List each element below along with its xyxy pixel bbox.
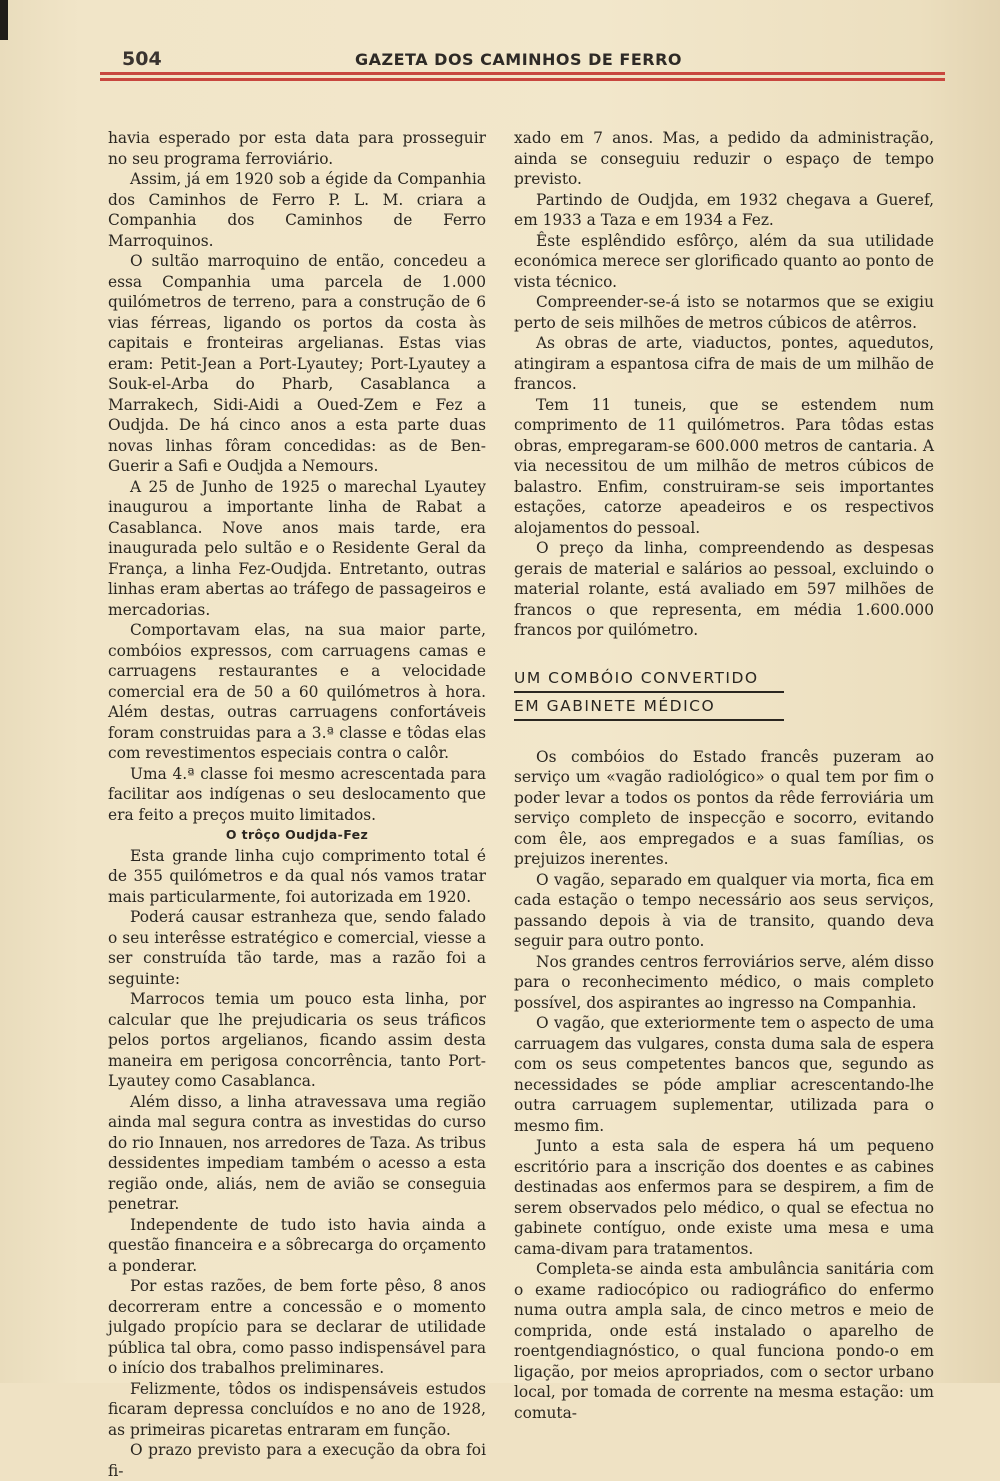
section-subheading: O trôço Oudjda-Fez [225, 827, 369, 842]
paragraph: A 25 de Junho de 1925 o marechal Lyautey inaugurou a importante linha de Rabat a Casablanca. Nove anos mais tarde, era inaugurada pelo sultão e o Residente Geral da França, a linha Fez-Oudjda. Entretanto, outras linhas eram abertas ao tráfego de passageiros e mercadorias. [108, 477, 486, 619]
paragraph: Por estas razões, de bem forte pêso, 8 anos decorreram entre a concessão e o momento julgado propício para se declarar de utilidade pública tal obra, como passo indispensável para o início dos trabalhos preliminares. [108, 1277, 486, 1377]
paragraph: Uma 4.ª classe foi mesmo acrescentada para facilitar aos indígenas o seu deslocamento que era feito a preços muito limitados. [108, 764, 486, 824]
header-rule-top [100, 72, 945, 75]
paragraph: Marrocos temia um pouco esta linha, por calcular que lhe prejudicaria os seus tráficos pelos portos argelianos, ficando assim desta maneira em perigosa concorrência, tanto Port-Lyautey como Casablanca. [108, 990, 486, 1090]
paragraph: Partindo de Oudjda, em 1932 chegava a Gueref, em 1933 a Taza e em 1934 a Fez. [514, 190, 934, 229]
header-rule-bottom [100, 78, 945, 81]
page-number: 504 [122, 48, 162, 70]
left-column [108, 128, 486, 1481]
paragraph: Independente de tudo isto havia ainda a questão financeira e a sôbrecarga do orçamento a ponderar. [108, 1215, 486, 1275]
paragraph: Esta grande linha cujo comprimento total é de 355 quilómetros e da qual nós vamos tratar mais particularmente, foi autorizada em 1920. [108, 846, 486, 906]
right-column [514, 128, 934, 1423]
article-title-line-2: EM GABINETE MÉDICO [514, 693, 784, 721]
paragraph: Êste esplêndido esfôrço, além da sua utilidade económica merece ser glorificado quanto ao ponto de vista técnico. [514, 231, 934, 291]
paragraph: Felizmente, tôdos os indispensáveis estudos ficaram depressa concluídos e no ano de 1928, as primeiras picaretas entraram em função. [108, 1379, 486, 1439]
paragraph: O preço da linha, compreendendo as despesas gerais de material e salários ao pessoal, excluindo o material rolante, está avaliado em 597 milhões de francos o que representa, em média 1.600.000 francos por quilómetro. [514, 539, 934, 639]
paragraph: Compreender-se-á isto se notarmos que se exigiu perto de seis milhões de metros cúbicos de atêrros. [514, 293, 934, 332]
article-title [514, 665, 784, 721]
journal-title: GAZETA DOS CAMINHOS DE FERRO [355, 50, 683, 69]
paragraph: As obras de arte, viaductos, pontes, aquedutos, atingiram a espantosa cifra de mais de um milhão de francos. [514, 334, 934, 393]
paragraph: Além disso, a linha atravessava uma região ainda mal segura contra as investidas do curso do rio Innauen, nos arredores de Taza. As tribus dessidentes impediam também o acesso a esta região onde, aliás, nem de avião se conseguia penetrar. [108, 1092, 486, 1213]
paragraph: O vagão, que exteriormente tem o aspecto de uma carruagem das vulgares, consta duma sala de espera com os seus competentes bancos que, segundo as necessidades se póde ampliar acrescentando-lhe outra carruagem suplementar, utilizada para o mesmo fim. [514, 1014, 934, 1135]
page-header [100, 48, 945, 84]
paragraph: havia esperado por esta data para prosseguir no seu programa ferroviário. [108, 129, 486, 168]
paragraph: Assim, já em 1920 sob a égide da Companhia dos Caminhos de Ferro P. L. M. criara a Companhia dos Caminhos de Ferro Marroquinos. [108, 170, 486, 250]
paragraph: Tem 11 tuneis, que se estendem num comprimento de 11 quilómetros. Para tôdas estas obras, empregaram-se 600.000 metros de cantaria. A via necessitou de um milhão de metros cúbicos de balastro. Enfim, construiram-se seis importantes estações, catorze apeadeiros e os respectivos alojamentos do pessoal. [514, 395, 934, 537]
paragraph: O sultão marroquino de então, concedeu a essa Companhia uma parcela de 1.000 quilómetros de terreno, para a construção de 6 vias férreas, ligando os portos da costa às capitais e fronteiras argelianas. Estas vias eram: Petit-Jean a Port-Lyautey; Port-Lyautey a Souk-el-Arba do Pharb, Casablanca a Marrakech, Sidi-Aidi a Oued-Zem e Fez a Oudjda. De há cinco anos a esta parte duas novas linhas fôram concedidas: as de Ben-Guerir a Safi e Oudjda a Nemours. [108, 252, 486, 475]
paragraph: Poderá causar estranheza que, sendo falado o seu interêsse estratégico e comercial, viesse a ser construída tão tarde, mas a razão foi a seguinte: [108, 908, 486, 988]
article-title-line-1: UM COMBÓIO CONVERTIDO [514, 665, 784, 693]
paragraph: xado em 7 anos. Mas, a pedido da administração, ainda se conseguiu reduzir o espaço de tempo previsto. [514, 129, 934, 188]
paragraph: Os combóios do Estado francês puzeram ao serviço um «vagão radiológico» o qual tem por fim o poder levar a todos os pontos da rêde ferroviária um serviço completo de inspecção e socorro, evitando com êle, aos empregados e a suas famílias, os prejuizos inerentes. [514, 747, 934, 868]
paragraph: Nos grandes centros ferroviários serve, além disso para o reconhecimento médico, o mais completo possível, dos aspirantes ao ingresso na Companhia. [514, 952, 934, 1012]
paragraph: Completa-se ainda esta ambulância sanitária com o exame radiocópico ou radiográfico do enfermo numa outra ampla sala, de cinco metros e meio de comprida, onde está instalado o aparelho de roentgendiagnóstico, o qual funciona pondo-o em ligação, por meios apropriados, com o sector urbano local, por tomada de corrente na mesma estação: um comuta- [514, 1260, 934, 1422]
paragraph: O prazo previsto para a execução da obra foi fi- [108, 1441, 486, 1480]
paragraph: Junto a esta sala de espera há um pequeno escritório para a inscrição dos doentes e as cabines destinadas aos enfermos para se despirem, a fim de serem observados pelo médico, o qual se efectua no gabinete contíguo, onde existe uma mesa e uma cama-divam para tratamentos. [514, 1137, 934, 1258]
paragraph: Comportavam elas, na sua maior parte, combóios expressos, com carruagens camas e carruagens restaurantes e a velocidade comercial era de 50 a 60 quilómetros à hora. Além destas, outras carruagens confortáveis foram construidas para a 3.ª classe e tôdas elas com revestimentos especiais contra o calôr. [108, 621, 486, 762]
page-edge-mark [0, 0, 8, 40]
paragraph: O vagão, separado em qualquer via morta, fica em cada estação o tempo necessário aos seus serviços, passando depois à via de transito, quando deva seguir para outro ponto. [514, 870, 934, 950]
